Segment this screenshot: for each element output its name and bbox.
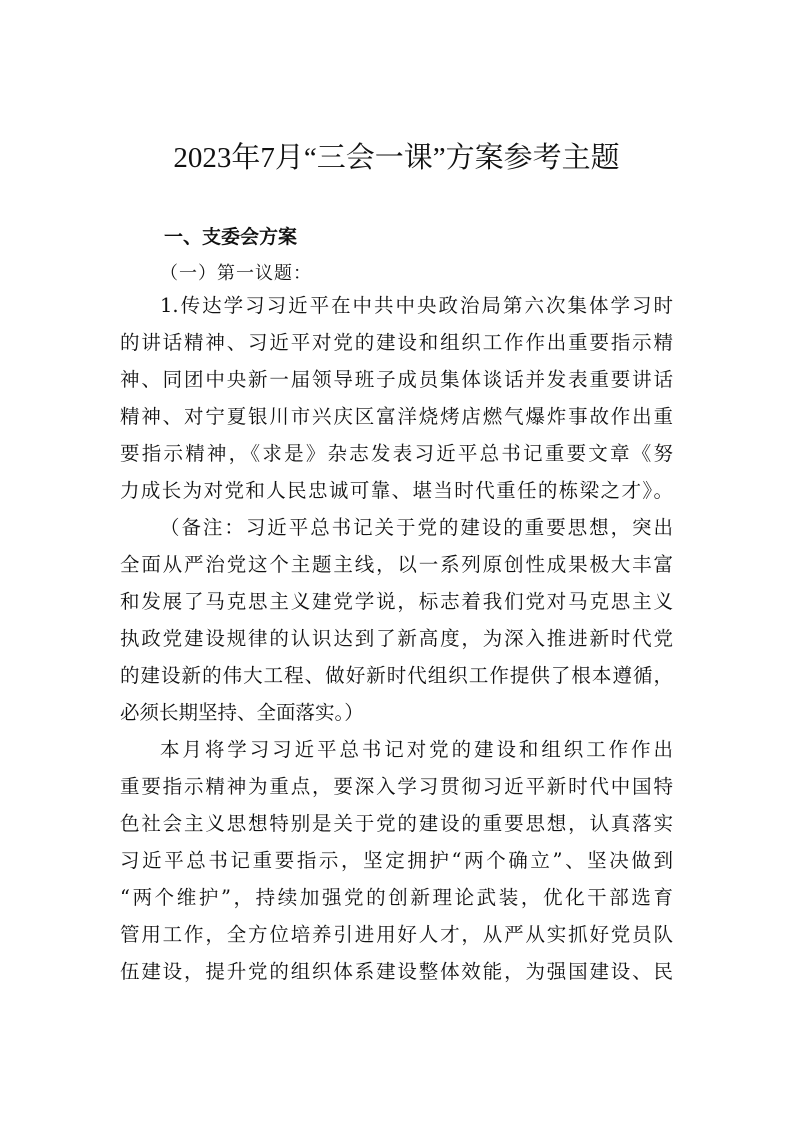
subsection-heading: （一）第一议题： — [160, 263, 312, 284]
text-line: 精神、对宁夏银川市兴庆区富洋烧烤店燃气爆炸事故作出重 — [120, 405, 673, 428]
text-line: （备注：习近平总书记关于党的建设的重要思想，突出 — [160, 516, 673, 539]
text-line: 1.传达学习习近平在中共中央政治局第六次集体学习时 — [160, 294, 673, 317]
text-line: 全面从严治党这个主题主线，以一系列原创性成果极大丰富 — [120, 553, 673, 576]
text-line: 色社会主义思想特别是关于党的建设的重要思想，认真落实 — [120, 812, 673, 835]
text-line: 本月将学习习近平总书记对党的建设和组织工作作出 — [160, 738, 673, 761]
text-line: 执政党建设规律的认识达到了新高度，为深入推进新时代党 — [120, 627, 673, 650]
document-title: 2023年7月“三会一课”方案参考主题 — [173, 142, 620, 174]
text-line: 必须长期坚持、全面落实。） — [120, 701, 364, 724]
text-line: 的建设新的伟大工程、做好新时代组织工作提供了根本遵循， — [120, 664, 673, 687]
text-line: 的讲话精神、习近平对党的建设和组织工作作出重要指示精 — [120, 331, 673, 354]
paragraph-monthly-focus — [120, 731, 673, 990]
text-line: 和发展了马克思主义建党学说，标志着我们党对马克思主义 — [120, 590, 673, 613]
text-line: 习近平总书记重要指示，坚定拥护“两个确立”、坚决做到 — [120, 849, 673, 872]
text-line: 管用工作，全方位培养引进用好人才，从严从实抓好党员队 — [120, 923, 673, 946]
text-line: 要指示精神，《求是》杂志发表习近平总书记重要文章《努 — [120, 442, 673, 465]
text-line: “两个维护”，持续加强党的创新理论武装，优化干部选育 — [120, 886, 673, 909]
text-line: 重要指示精神为重点，要深入学习贯彻习近平新时代中国特 — [120, 775, 673, 798]
paragraph-first-topic — [120, 287, 673, 509]
text-line: 力成长为对党和人民忠诚可靠、堪当时代重任的栋梁之才》。 — [120, 479, 673, 502]
text-line: 伍建设，提升党的组织体系建设整体效能，为强国建设、民 — [120, 960, 673, 983]
paragraph-note — [120, 509, 673, 731]
section-heading: 一、支委会方案 — [164, 226, 298, 248]
text-line: 神、同团中央新一届领导班子成员集体谈话并发表重要讲话 — [120, 368, 673, 391]
